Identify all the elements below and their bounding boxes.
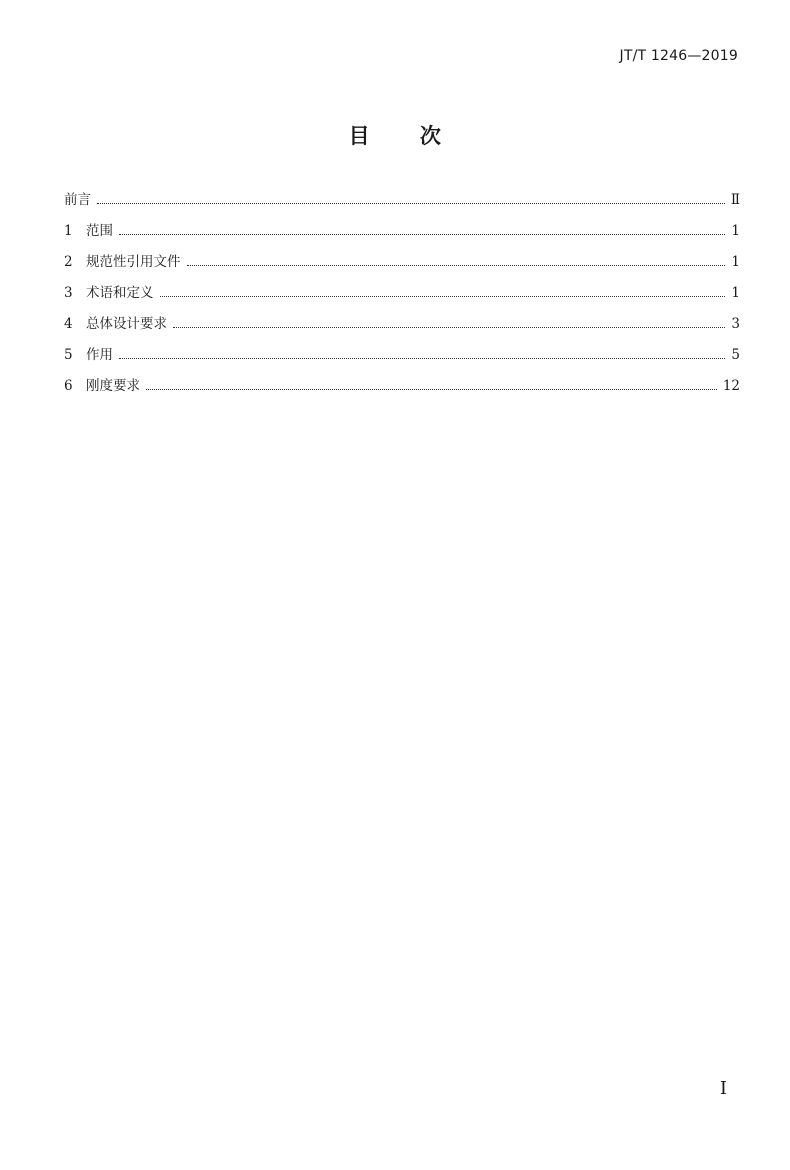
toc-entry-foreword[interactable] [64, 188, 740, 219]
toc-entry-page: 1 [731, 254, 740, 270]
toc-entry-label: 规范性引用文件 [86, 254, 181, 270]
toc-entry-number: 3 [64, 285, 73, 301]
toc-entry-number: 1 [64, 223, 73, 239]
toc-entry-page: 5 [731, 347, 740, 363]
toc-leader-dots [119, 234, 725, 235]
toc-leader-dots [173, 327, 725, 328]
toc-leader-dots [97, 203, 725, 204]
toc-entry-terms-definitions[interactable] [64, 281, 740, 312]
toc-entry-page: 3 [731, 316, 740, 332]
toc-entry-number: 6 [64, 378, 73, 394]
toc-leader-dots [119, 358, 725, 359]
toc-list [64, 188, 740, 405]
toc-entry-stiffness[interactable] [64, 374, 740, 405]
toc-leader-dots [187, 265, 726, 266]
toc-entry-scope[interactable] [64, 219, 740, 250]
toc-leader-dots [146, 389, 717, 390]
page-number: I [719, 1078, 727, 1099]
toc-leader-dots [160, 296, 726, 297]
standard-code: JT/T 1246—2019 [619, 48, 738, 64]
toc-title: 目 次 [348, 124, 442, 148]
toc-entry-page: 1 [731, 285, 740, 301]
toc-entry-number: 4 [64, 316, 73, 332]
toc-entry-label: 总体设计要求 [86, 316, 167, 332]
toc-entry-general-design[interactable] [64, 312, 740, 343]
toc-entry-label: 术语和定义 [86, 285, 154, 301]
toc-entry-page: 1 [731, 223, 740, 239]
toc-entry-label: 作用 [86, 347, 113, 363]
toc-entry-label: 刚度要求 [86, 378, 140, 394]
toc-entry-normative-references[interactable] [64, 250, 740, 281]
toc-entry-page: 12 [722, 378, 740, 394]
toc-entry-number: 5 [64, 347, 73, 363]
toc-entry-label: 前言 [64, 192, 91, 208]
toc-entry-page: Ⅱ [730, 192, 740, 208]
toc-entry-number: 2 [64, 254, 73, 270]
toc-entry-label: 范围 [86, 223, 113, 239]
toc-entry-actions[interactable] [64, 343, 740, 374]
